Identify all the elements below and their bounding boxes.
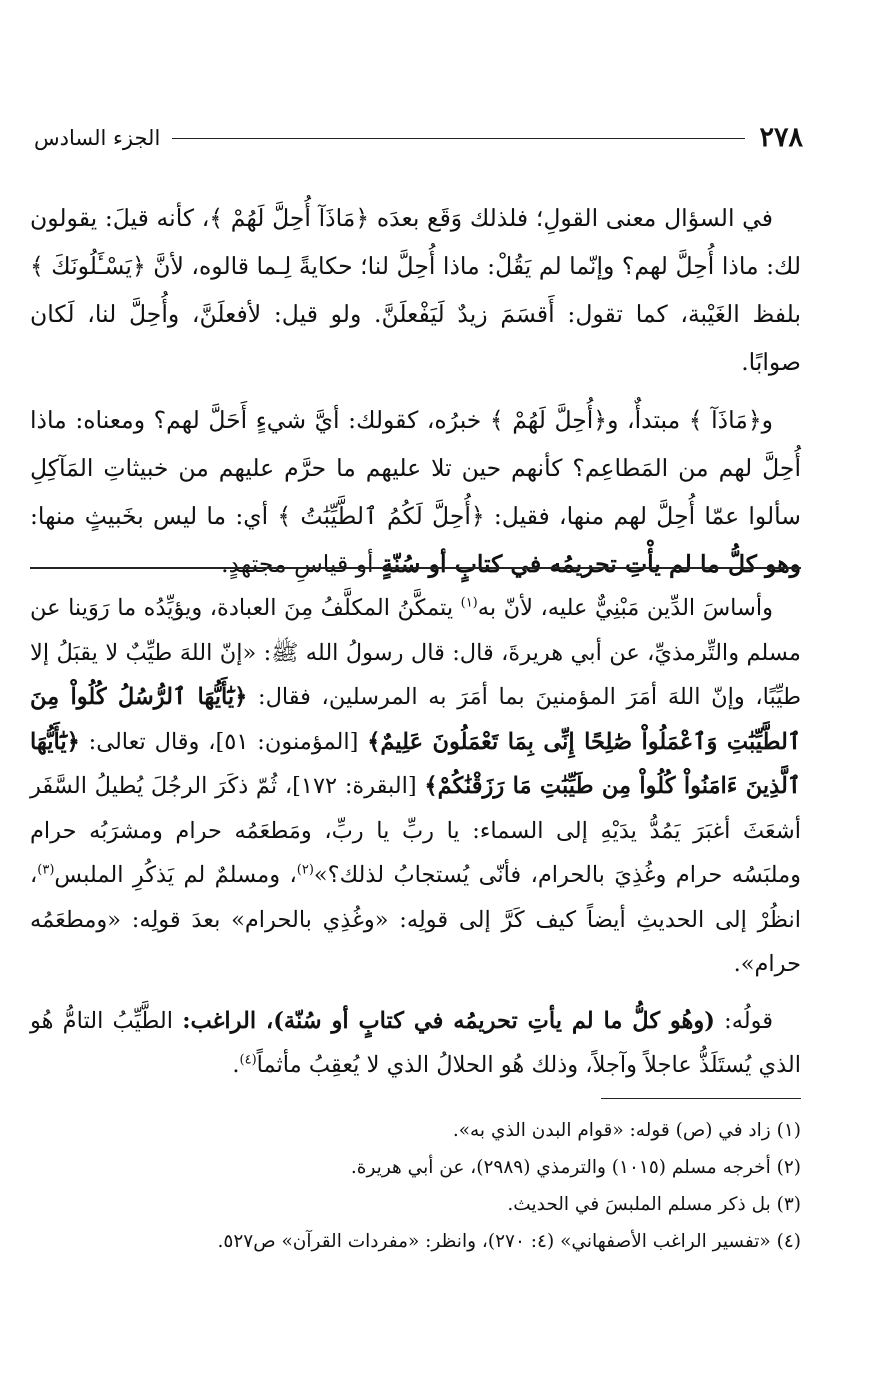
commentary-text-segment: ، ومسلمٌ لم يَذكُرِ الملبس [54, 862, 297, 888]
commentary-text [30, 586, 801, 1088]
commentary-text-segment: [المؤمنون: ٥١]، وقال تعالى: [79, 728, 368, 755]
section-divider [30, 567, 801, 569]
main-paragraph-1: في السؤال معنى القولِ؛ فلذلك وَقَع بعدَه ﴿مَاذَآ أُحِلَّ لَهُمْ ﴾، كأنه قيلَ: يقولون لك: ماذا أُحِلَّ لهم؟ وإنّما لم يَقُلْ: ماذا أُحِلَّ لنا؛ حكايةً لِـما قالوه، لأنَّ ﴿يَسْـَٔلُونَكَ ﴾ بلفظ الغَيْبة، كما تقول: أَقسَمَ زيدٌ لَيَفْعلَنَّ. ولو قيل: لأفعلَنَّ، وأُحِلَّ لنا، لَكان صوابًا. [30, 204, 801, 376]
main-paragraph-2-end: أو قياسِ مجتهدٍ. [221, 550, 374, 578]
main-paragraph-2-start: و﴿مَاذَآ ﴾ مبتدأٌ، و﴿أُحِلَّ لَهُمْ ﴾ خبرُه، كقولك: أيَّ شيءٍ أَحَلَّ لهم؟ ومعناه: ماذا أُحِلَّ لهم من المَطاعِم؟ كأنهم حين تلا عليهم ما حرَّم عليهم من خبيثاتِ المَآكِلِ سألوا عمّا أُحِلَّ لهم منها، فقيل: ﴿أُحِلَّ لَكُمُ ٱلطَّيِّبَٰتُ ﴾ أي: ما ليس بخَبيثٍ منها: [30, 406, 801, 530]
footnote-divider [601, 1098, 801, 1099]
commentary-paragraph-1 [30, 586, 801, 987]
footnote-2: (٢) أخرجه مسلم (١٠١٥) والترمذي (٢٩٨٩)، عن أبي هريرة. [350, 1157, 801, 1178]
footnote-ref-3: (٣) [37, 862, 55, 878]
commentary-text-segment: ، انظُرْ إلى الحديثِ أيضاً كيف كَرَّ إلى قولِه: «وغُذِي بالحرام» بعدَ قولِه: «ومطعَمُه حرام». [30, 862, 801, 977]
footnote-ref-2: (٢) [296, 862, 314, 878]
main-paragraph-2-bold: وهو كلُّ ما لم يأْتِ تحريمُه في كتابٍ أو سُنّةٍ [381, 550, 801, 578]
commentary-text-segment: . [232, 1052, 240, 1078]
commentary-text-segment: الطَّيِّبُ التامُّ هُو الذي يُستَلَذُّ عاجلاً وآجلاً، وذلك هُو الحلالُ الذي لا يُعقِبُ مأثماً [30, 1007, 801, 1078]
quran-verse-2: ﴿يَٰٓأَيُّهَا ٱلَّذِينَ ءَامَنُواْ كُلُواْ مِن طَيِّبَٰتِ مَا رَزَقْنَٰكُمْ﴾ [30, 728, 801, 799]
running-header [34, 118, 803, 158]
footnote-ref-1: (١) [460, 595, 478, 611]
commentary-text-segment: وأساسَ الدِّين مَبْنِيٌّ عليه، لأنّ به [477, 595, 773, 621]
main-paragraph-2 [30, 396, 801, 588]
commentary-paragraph-2 [30, 999, 801, 1088]
footnote-1: (١) زاد في (ص) قوله: «قوام البدن الذي به». [452, 1120, 801, 1141]
commentary-text-segment: يتمكَّنُ المكلَّفُ مِنَ العبادة، ويؤيِّدُه ما رَوَينا عن مسلم والتِّرمذيِّ، عن أبي هريرةَ، قال: قال رسولُ الله ﷺ: «إنّ اللهَ طيِّبٌ لا يقبَلُ إلا طيِّبًا، وإنّ اللهَ أمَرَ المؤمنينَ بما أمَرَ به المرسلين، فقال: [30, 595, 801, 710]
page-number: ٢٧٨ [759, 122, 803, 153]
footnote-ref-4: (٤) [239, 1052, 257, 1068]
commentary-text-segment: [البقرة: ١٧٢]، ثُمّ ذكَرَ الرجُلَ يُطيلُ السَّفَر أشعَثَ أغبَرَ يَمُدُّ يدَيْهِ إلى السماء: يا ربِّ يا ربِّ، ومَطعَمُه حرام ومشرَبُه حرام وملبَسُه حرام وغُذِيَ بالحرام، فأنّى يُستجابُ لذلك؟» [30, 773, 801, 888]
header-rule [172, 138, 745, 139]
commentary-text-segment: قولُه: [714, 1007, 774, 1034]
footnote-3: (٣) بل ذكر مسلم الملبسَ في الحديث. [507, 1194, 801, 1215]
footnotes [30, 1112, 801, 1260]
part-title: الجزء السادس [34, 126, 161, 150]
main-text [30, 194, 801, 588]
commentary-quote-bold: (وهُو كلُّ ما لم يأتِ تحريمُه في كتابٍ أو سُنّة)، الراغب: [182, 1007, 715, 1034]
footnote-4: (٤) «تفسير الراغب الأصفهاني» (٤: ٢٧٠)، وانظر: «مفردات القرآن» ص٥٢٧. [217, 1231, 801, 1252]
quran-verse-1: ﴿يَٰٓأَيُّهَا ٱلرُّسُلُ كُلُواْ مِنَ ٱلطَّيِّبَٰتِ وَٱعْمَلُواْ صَٰلِحًا إِنِّى بِمَا تَعْمَلُونَ عَلِيمٌ﴾ [30, 684, 802, 755]
